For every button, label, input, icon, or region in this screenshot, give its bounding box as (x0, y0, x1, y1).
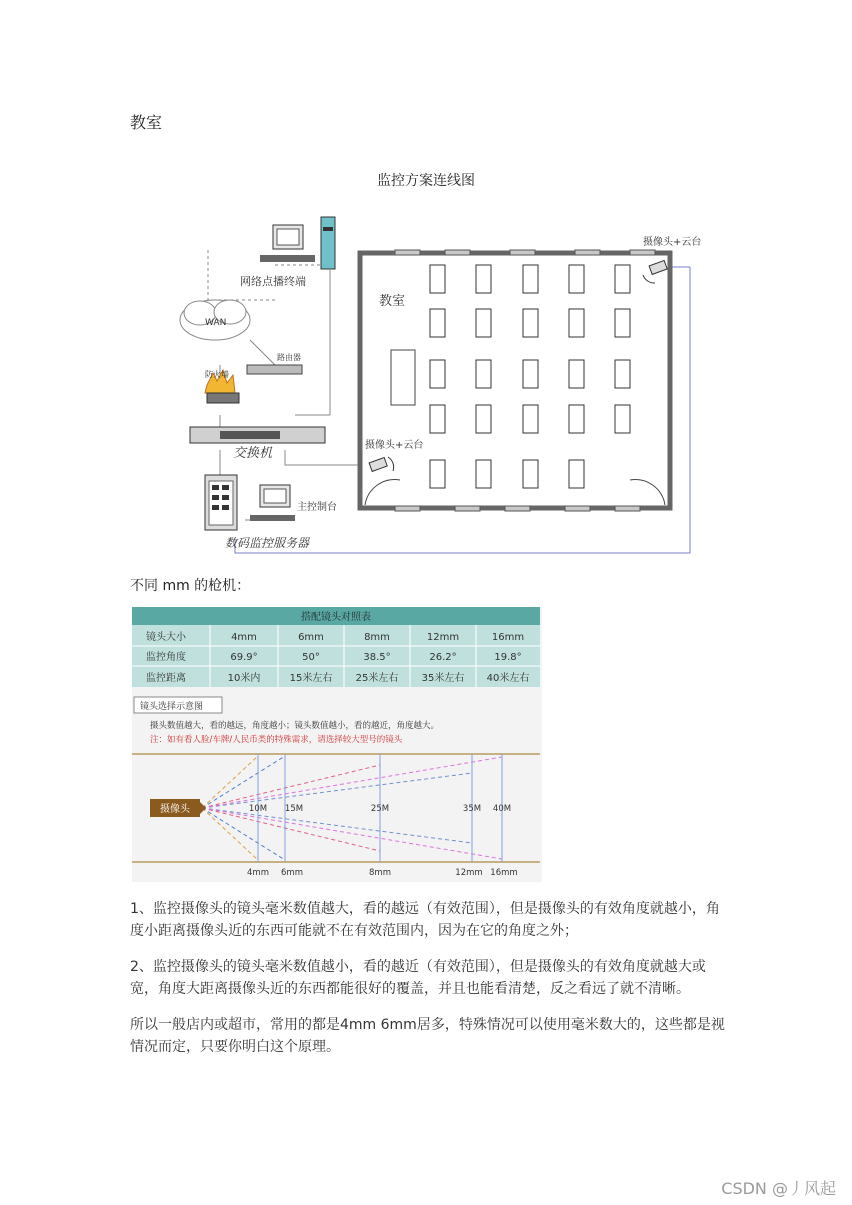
network-diagram (175, 205, 705, 560)
firewall-label: 防火墙 (205, 370, 229, 379)
row-label-angle: 监控角度 (146, 652, 186, 663)
lens-table-body (132, 625, 540, 687)
cell-distance-8mm: 25米左右 (355, 673, 399, 684)
lens-12mm-label: 12mm (455, 868, 483, 878)
distance-15m: 15M (284, 804, 304, 814)
row-label-distance: 监控距离 (146, 673, 186, 684)
terminal-label: 网络点播终端 (240, 275, 306, 288)
cell-angle-8mm: 38.5° (363, 652, 391, 663)
server-label: 数码监控服务器 (225, 536, 310, 550)
lens-comparison-panel (132, 607, 542, 882)
lens-8mm-label: 8mm (369, 868, 391, 878)
router-label: 路由器 (277, 353, 301, 362)
cell-size-12mm: 12mm (426, 632, 460, 643)
cell-angle-6mm: 50° (302, 652, 320, 663)
cell-size-16mm: 16mm (491, 632, 525, 643)
switch-icon (190, 427, 325, 443)
distance-10m: 10M (248, 804, 268, 814)
camera-top-label: 摄像头+云台 (643, 237, 702, 248)
camera-left-label: 摄像头+云台 (365, 440, 424, 451)
terminal-computer (260, 217, 335, 269)
lens-4mm-label: 4mm (247, 868, 269, 878)
paragraph-1: 1、监控摄像头的镜头毫米数值越大，看的越远（有效范围），但是摄像头的有效角度就越小，角度小距离摄像头近的东西可能就不在有效范围内，因为在它的角度之外； (130, 901, 720, 939)
cell-size-8mm: 8mm (364, 632, 390, 643)
distance-35m: 35M (462, 804, 482, 814)
server-rack-icon (205, 475, 237, 530)
row-label-size: 镜头大小 (146, 632, 186, 643)
paragraph-2: 2、监控摄像头的镜头毫米数值越小，看的越近（有效范围），但是摄像头的有效角度就越大或宽，角度大距离摄像头近的东西都能很好的覆盖，并且也能看清楚，反之看远了就不清晰。 (130, 959, 706, 997)
cell-distance-16mm: 40米左右 (486, 673, 530, 684)
csdn-watermark: CSDN @丿风起 (721, 1179, 836, 1198)
page-heading: 教室 (130, 113, 163, 132)
lens-note-1: 摄头数值越大，看的越远，角度越小；镜头数值越小，看的越近，角度越大。 (150, 721, 440, 731)
classroom-label: 教室 (379, 294, 406, 309)
distance-40m: 40M (492, 804, 512, 814)
lens-table-title: 搭配镜头对照表 (301, 612, 371, 623)
lens-16mm-label: 16mm (490, 868, 518, 878)
camera-label: 摄像头 (160, 804, 190, 815)
section-label: 不同 mm 的枪机： (130, 578, 251, 594)
distance-25m: 25M (370, 804, 390, 814)
cell-angle-12mm: 26.2° (429, 652, 457, 663)
diagram-title: 监控方案连线图 (377, 173, 475, 189)
lens-note-2: 注：如有看人脸/车牌/人民币类的特殊需求，请选择较大型号的镜头 (150, 735, 403, 745)
cell-size-6mm: 6mm (298, 632, 324, 643)
lens-tab-label: 镜头选择示意图 (140, 702, 204, 712)
paragraph-3: 所以一般店内或超市，常用的都是4mm 6mm居多，特殊情况可以使用毫米数大的，这些都是视情况而定，只要你明白这个原理。 (130, 1017, 725, 1055)
cell-size-4mm: 4mm (231, 632, 257, 643)
switch-label: 交换机 (233, 446, 273, 461)
router-icon (247, 365, 302, 374)
cell-angle-4mm: 69.9° (230, 652, 258, 663)
lens-6mm-label: 6mm (281, 868, 303, 878)
cell-distance-4mm: 10米内 (227, 673, 261, 684)
console-label: 主控制台 (297, 502, 337, 513)
console-computer (250, 485, 295, 521)
cell-distance-12mm: 35米左右 (421, 673, 465, 684)
cell-angle-16mm: 19.8° (494, 652, 522, 663)
wan-label: WAN (205, 318, 227, 328)
cell-distance-6mm: 15米左右 (289, 673, 333, 684)
